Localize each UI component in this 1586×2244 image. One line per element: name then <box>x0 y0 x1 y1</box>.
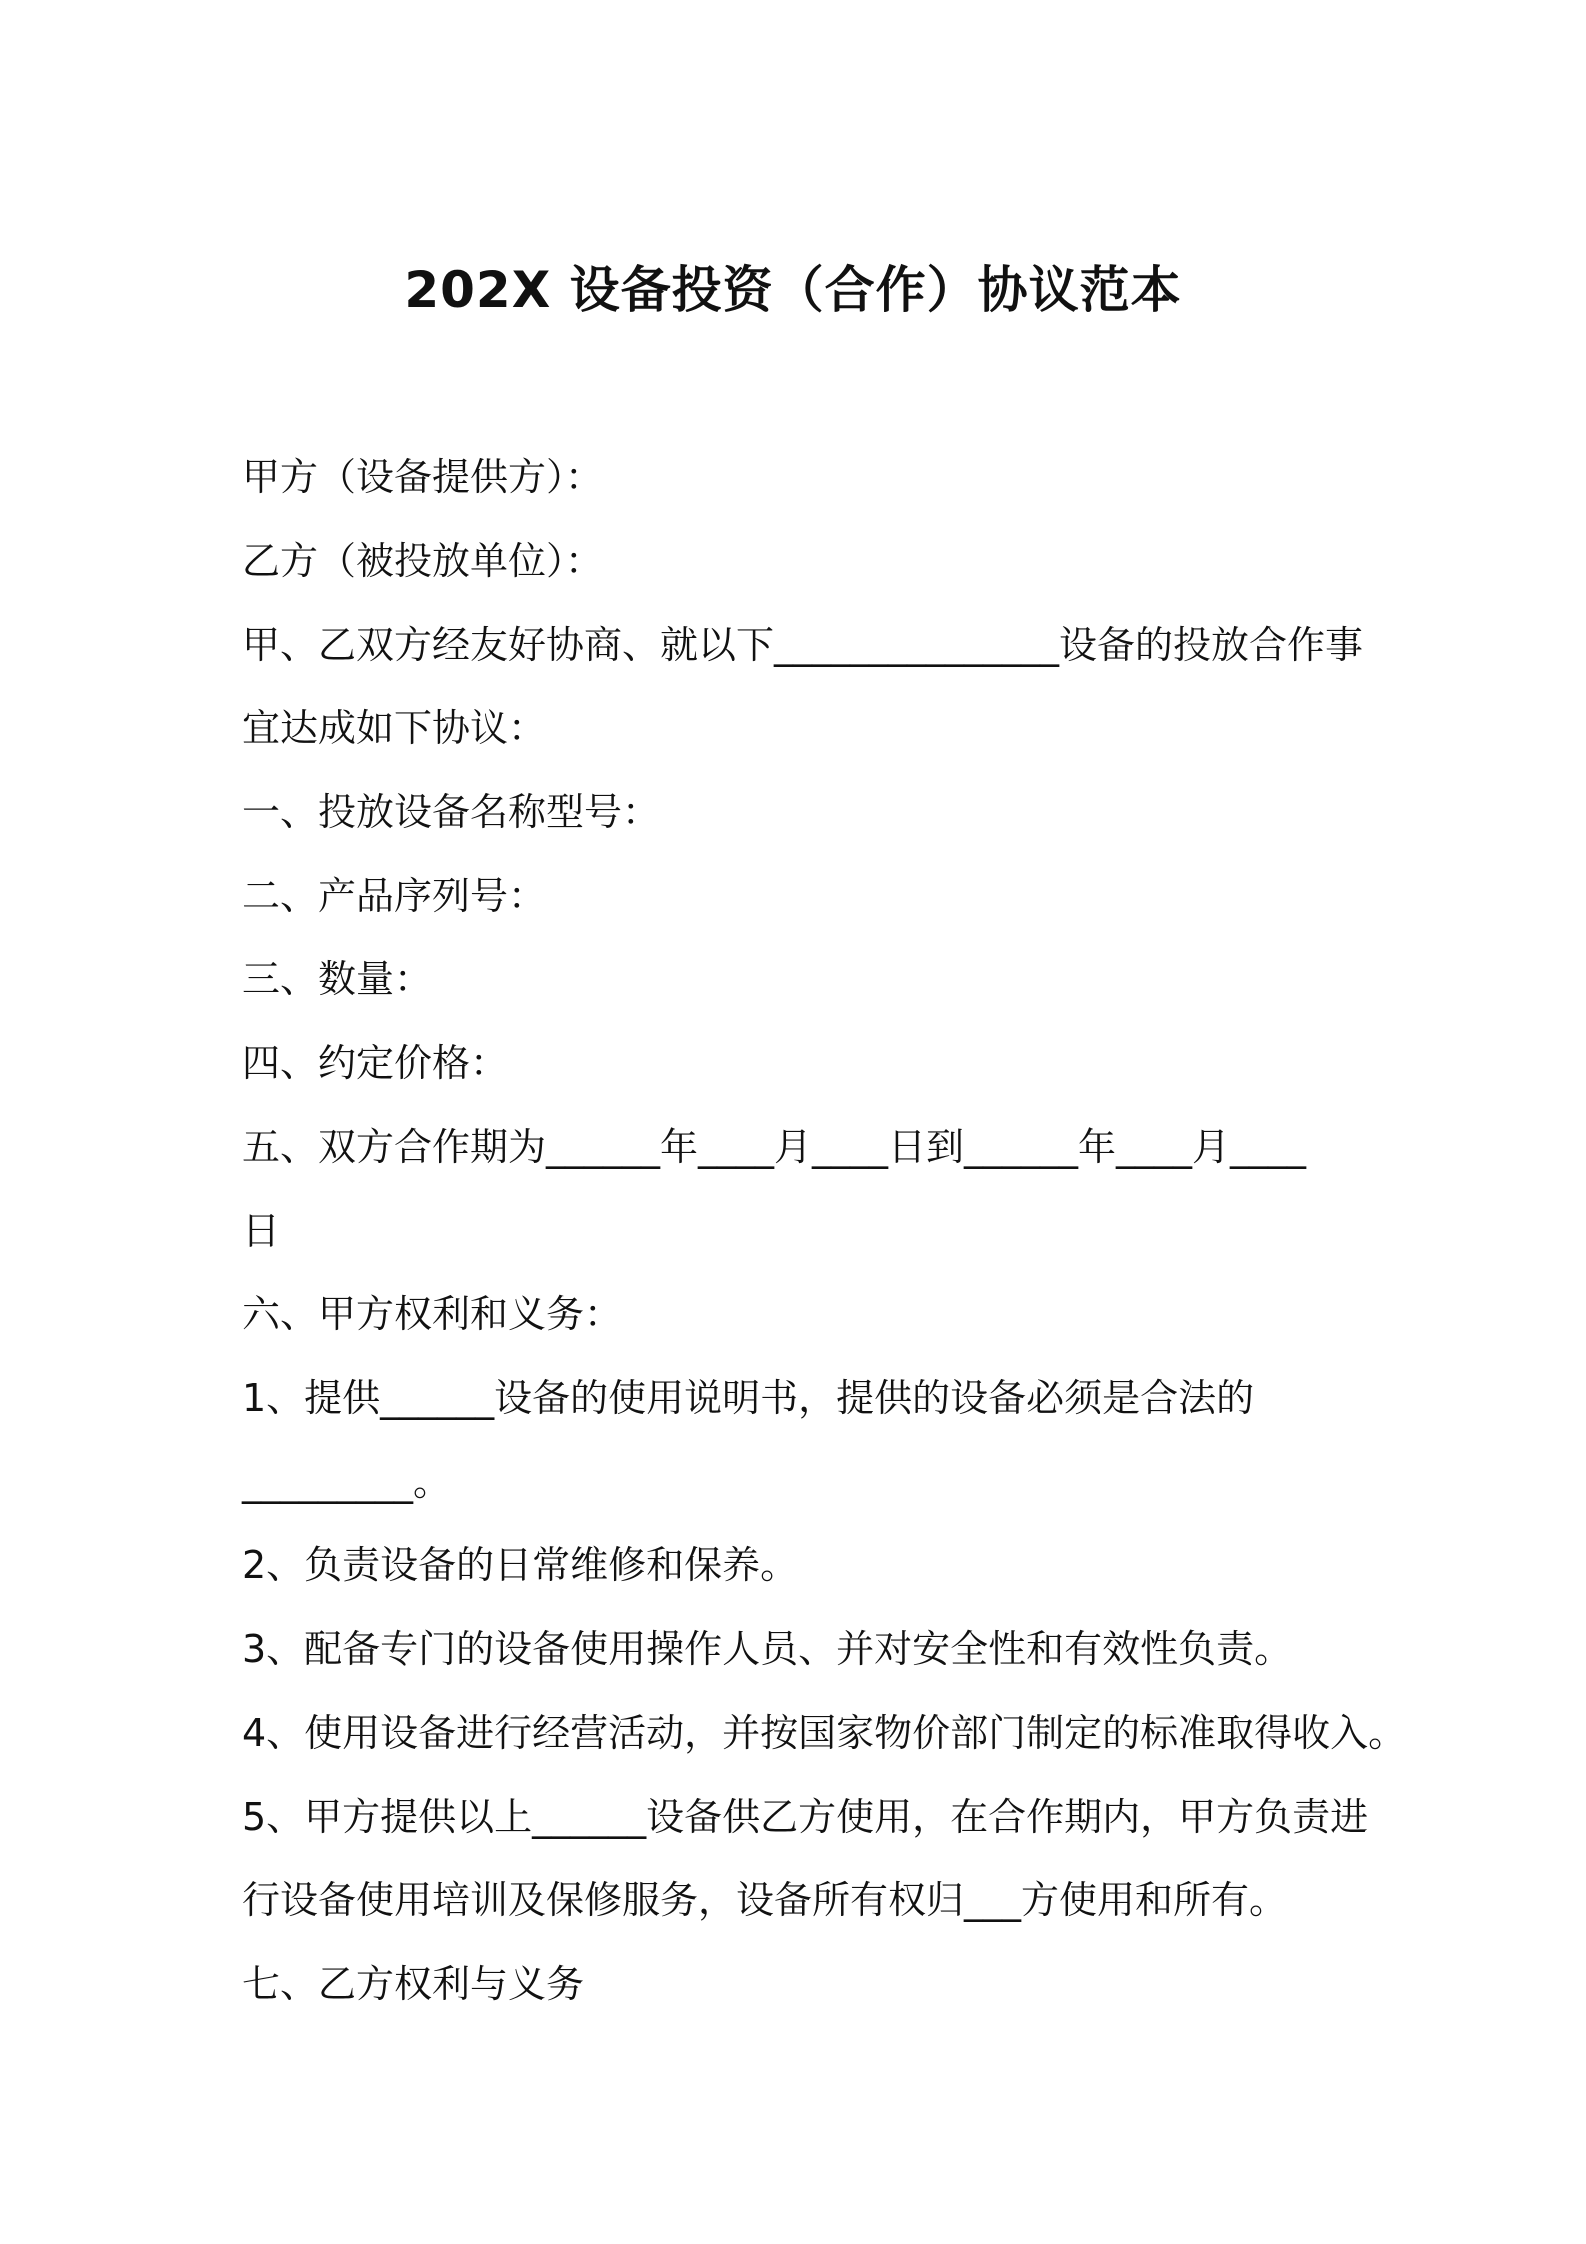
preamble-line-2: 宜达成如下协议： <box>242 706 547 750</box>
clause-6-item-1-line-2: _________。 <box>242 1460 452 1504</box>
clause-6-item-2: 2、负责设备的日常维修和保养。 <box>242 1543 799 1587</box>
clause-2-serial-number: 二、产品序列号： <box>242 874 547 918</box>
clause-4-price: 四、约定价格： <box>242 1041 509 1085</box>
clause-6-item-4: 4、使用设备进行经营活动，并按国家物价部门制定的标准取得收入。 <box>242 1711 1407 1755</box>
clause-1-device-model: 一、投放设备名称型号： <box>242 790 661 834</box>
clause-3-quantity: 三、数量： <box>242 957 433 1001</box>
document-title: 202X 设备投资（合作）协议范本 <box>404 261 1182 319</box>
clause-7-heading: 七、乙方权利与义务 <box>242 1962 585 2006</box>
clause-6-item-5-line-2: 行设备使用培训及保修服务，设备所有权归___方使用和所有。 <box>242 1878 1288 1922</box>
clause-5-period-line-2: 日 <box>242 1209 281 1253</box>
clause-6-item-3: 3、配备专门的设备使用操作人员、并对安全性和有效性负责。 <box>242 1627 1293 1671</box>
clause-5-period-line-1: 五、双方合作期为______年____月____日到______年____月____ <box>242 1125 1307 1169</box>
party-b-line: 乙方（被投放单位）： <box>242 539 604 583</box>
clause-6-item-5-line-1: 5、甲方提供以上______设备供乙方使用，在合作期内，甲方负责进 <box>242 1795 1369 1839</box>
preamble-line-1: 甲、乙双方经友好协商、就以下_______________设备的投放合作事 <box>242 623 1364 667</box>
clause-6-heading: 六、甲方权利和义务： <box>242 1292 623 1336</box>
clause-6-item-1-line-1: 1、提供______设备的使用说明书，提供的设备必须是合法的 <box>242 1376 1255 1420</box>
party-a-line: 甲方（设备提供方）： <box>242 455 604 499</box>
